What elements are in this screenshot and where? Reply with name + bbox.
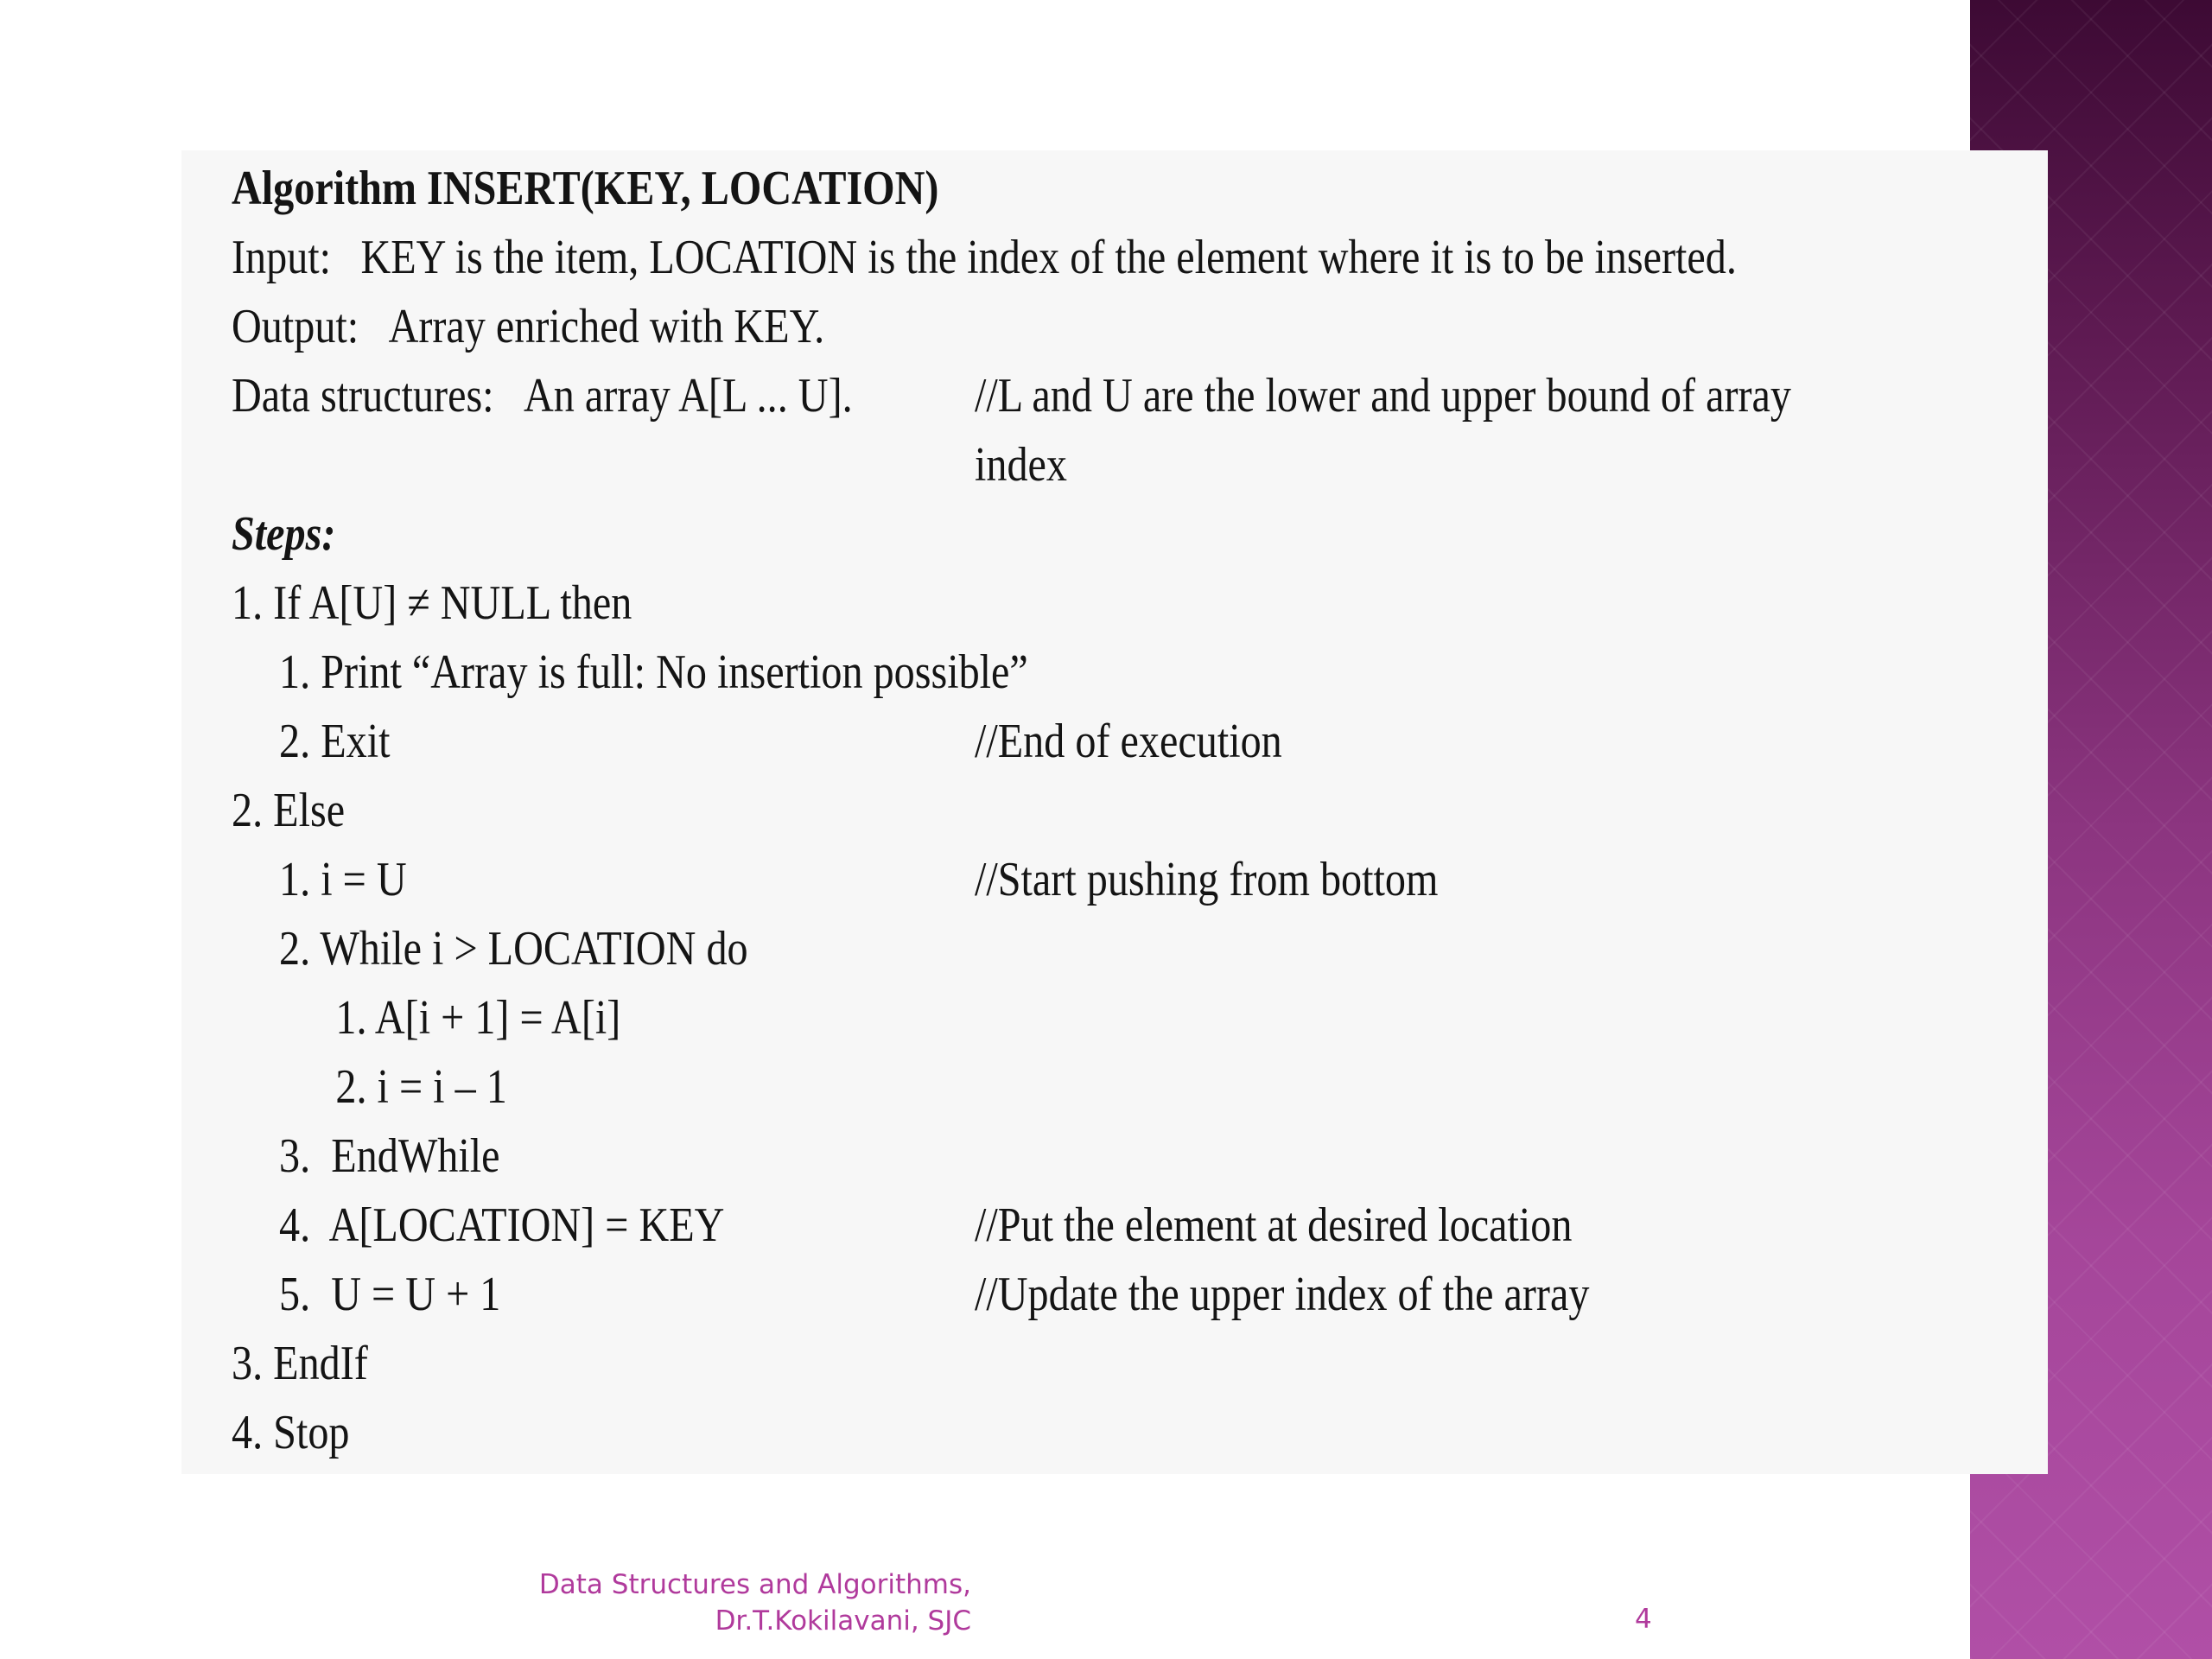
footer-source-line: Dr.T.Kokilavani, SJC: [715, 1605, 971, 1637]
step-line: 3. EndIf: [232, 1337, 368, 1390]
data-structures-text: An array A[L ... U].: [523, 369, 853, 423]
page-number: 4: [1635, 1604, 1652, 1635]
input-label: Input:: [232, 231, 332, 284]
step-line: 2. Exit: [279, 715, 391, 768]
data-structures-comment: //L and U are the lower and upper bound of array: [975, 369, 1792, 423]
step-line: 2. While i > LOCATION do: [279, 922, 748, 976]
data-structures-comment-continued: index: [975, 438, 1068, 492]
footer-source: [518, 1567, 971, 1639]
data-structures-label: Data structures:: [232, 369, 494, 423]
input-text: KEY is the item, LOCATION is the index of the element where it is to be inserted.: [360, 231, 1737, 284]
algorithm-text: [232, 154, 1792, 1467]
step-line: 5. U = U + 1: [279, 1268, 501, 1321]
step-line: 1. A[i + 1] = A[i]: [335, 991, 621, 1045]
step-comment: //End of execution: [975, 715, 1282, 768]
step-line: 1. If A[U] ≠ NULL then: [232, 576, 632, 630]
step-line: 1. i = U: [279, 853, 407, 906]
step-line: 2. i = i – 1: [335, 1060, 507, 1114]
step-comment: //Update the upper index of the array: [975, 1268, 1590, 1321]
step-line: 4. Stop: [232, 1406, 350, 1459]
steps-heading: Steps:: [232, 507, 336, 561]
step-comment: //Put the element at desired location: [975, 1198, 1573, 1252]
step-line: 4. A[LOCATION] = KEY: [279, 1198, 725, 1252]
output-text: Array enriched with KEY.: [388, 300, 825, 353]
step-line: 2. Else: [232, 784, 346, 837]
output-label: Output:: [232, 300, 359, 353]
step-line: 3. EndWhile: [279, 1129, 500, 1183]
step-line: 1. Print “Array is full: No insertion possible”: [279, 645, 1028, 699]
algorithm-title: Algorithm INSERT(KEY, LOCATION): [232, 162, 939, 215]
footer-source-line: Data Structures and Algorithms,: [538, 1569, 971, 1600]
step-comment: //Start pushing from bottom: [975, 853, 1439, 906]
